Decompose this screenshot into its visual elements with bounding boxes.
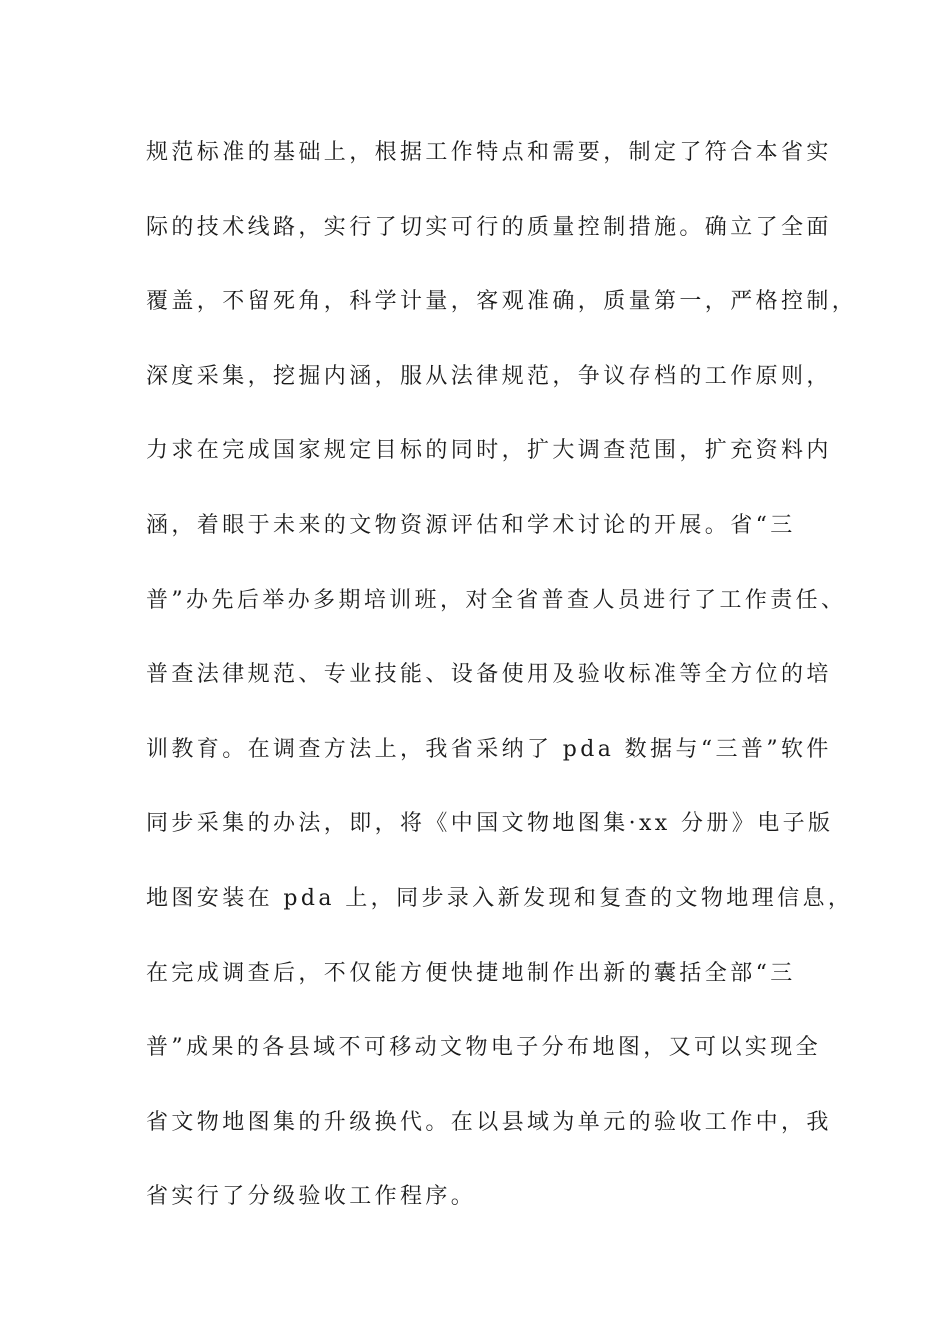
text-line: 训教育。在调查方法上，我省采纳了 pda 数据与“三普”软件 [146,736,832,762]
text-line: 深度采集，挖掘内涵，服从法律规范，争议存档的工作原则， [146,363,832,389]
text-line: 际的技术线路，实行了切实可行的质量控制措施。确立了全面 [146,214,832,240]
text-line: 地图安装在 pda 上，同步录入新发现和复查的文物地理信息， [146,885,854,911]
text-line: 涵，着眼于未来的文物资源评估和学术讨论的开展。省“三 [146,512,796,538]
text-line: 普”办先后举办多期培训班，对全省普查人员进行了工作责任、 [146,587,847,613]
text-line: 同步采集的办法，即，将《中国文物地图集·xx 分册》电子版 [146,811,834,837]
text-line: 覆盖，不留死角，科学计量，客观准确，质量第一，严格控制， [146,289,858,315]
text-line: 规范标准的基础上，根据工作特点和需要，制定了符合本省实 [146,140,832,165]
text-line: 省文物地图集的升级换代。在以县域为单元的验收工作中，我 [146,1109,832,1135]
text-line: 普”成果的各县域不可移动文物电子分布地图，又可以实现全 [146,1035,822,1061]
text-line: 力求在完成国家规定目标的同时，扩大调查范围，扩充资料内 [146,438,832,464]
body-paragraph [146,133,858,1252]
text-line: 在完成调查后，不仅能方便快捷地制作出新的囊括全部“三 [146,960,796,986]
text-line: 省实行了分级验收工作程序。 [146,1184,477,1210]
text-line: 普查法律规范、专业技能、设备使用及验收标准等全方位的培 [146,662,832,688]
